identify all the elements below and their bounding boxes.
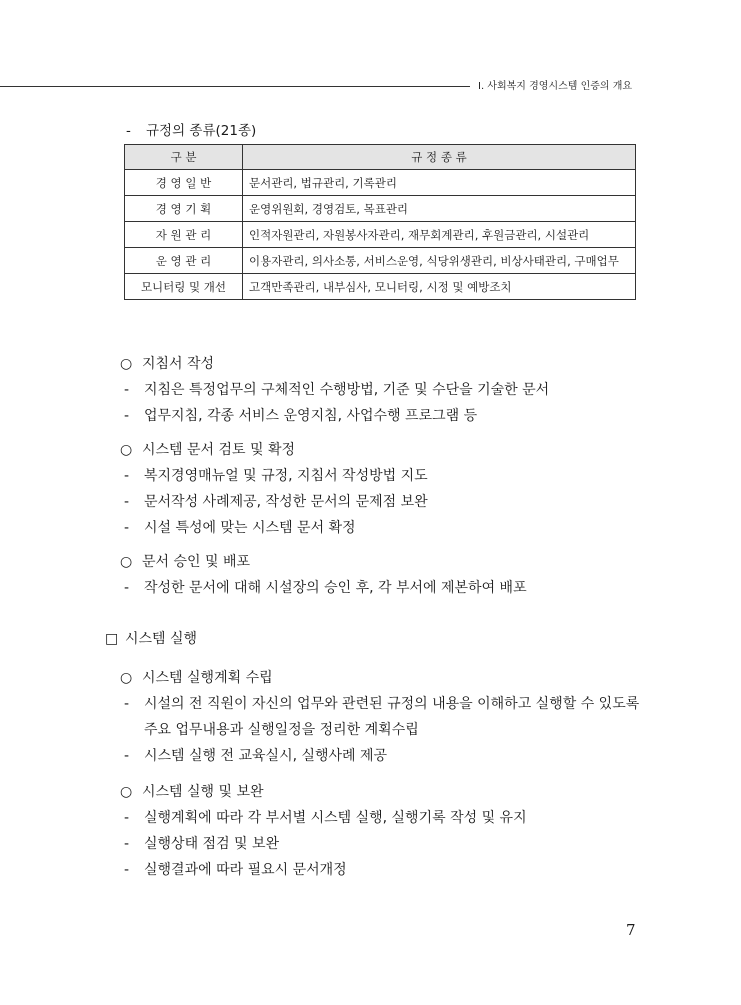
list-item: [124, 745, 387, 765]
dash-bullet: -: [124, 520, 130, 536]
table-cell-items: 인적자원관리, 자원봉사자관리, 재무회계관리, 후원금관리, 시설관리: [243, 222, 636, 248]
dash-bullet: -: [124, 494, 130, 510]
group-title-text: 지침서 작성: [142, 356, 215, 372]
dash-bullet: -: [126, 123, 131, 139]
table-row: [125, 170, 636, 196]
list-item: [124, 693, 639, 713]
list-item-text: 실행상태 점검 및 보완: [144, 836, 280, 852]
dash-bullet: -: [124, 382, 130, 398]
group-title-text: 시스템 실행 및 보완: [142, 784, 264, 800]
table-header-category: 구 분: [125, 145, 243, 170]
dash-bullet: -: [124, 580, 130, 596]
regulation-heading-text: 규정의 종류(21종): [146, 123, 257, 139]
table-cell-category: 운 영 관 리: [125, 248, 243, 274]
table-cell-category: 모니터링 및 개선: [125, 274, 243, 300]
list-item: [124, 379, 549, 399]
table-row: [125, 222, 636, 248]
circle-bullet: ○: [120, 784, 133, 800]
section-title: [105, 628, 197, 648]
list-item-text: 작성한 문서에 대해 시설장의 승인 후, 각 부서에 제본하여 배포: [144, 580, 527, 596]
table-cell-items: 고객만족관리, 내부심사, 모니터링, 시정 및 예방조치: [243, 274, 636, 300]
list-item-text: 실행결과에 따라 필요시 문서개정: [144, 862, 347, 878]
table-header-items: 규 정 종 류: [243, 145, 636, 170]
list-item-text: 시스템 실행 전 교육실시, 실행사례 제공: [144, 748, 388, 764]
dash-bullet: -: [124, 862, 130, 878]
page-number: 7: [626, 921, 636, 939]
group-title: [120, 353, 214, 373]
list-item: [124, 491, 428, 511]
list-item-text: 문서작성 사례제공, 작성한 문서의 문제점 보완: [144, 494, 428, 510]
regulation-heading: [126, 119, 256, 139]
table-cell-items: 운영위원회, 경영검토, 목표관리: [243, 196, 636, 222]
section-title-text: 시스템 실행: [125, 631, 198, 647]
table-row: [125, 248, 636, 274]
list-item-text: 지침은 특정업무의 구체적인 수행방법, 기준 및 수단을 기술한 문서: [144, 382, 550, 398]
circle-bullet: ○: [120, 554, 133, 570]
list-item: [124, 577, 527, 597]
table-row: [125, 196, 636, 222]
circle-bullet: ○: [120, 670, 133, 686]
dash-bullet: -: [124, 408, 130, 424]
list-item-text: 실행계획에 따라 각 부서별 시스템 실행, 실행기록 작성 및 유지: [144, 810, 527, 826]
group-title: [120, 781, 264, 801]
dash-bullet: -: [124, 468, 130, 484]
dash-bullet: -: [124, 836, 130, 852]
circle-bullet: ○: [120, 356, 133, 372]
group-title: [120, 439, 295, 459]
group-title-text: 시스템 실행계획 수립: [142, 670, 273, 686]
dash-bullet: -: [124, 810, 130, 826]
table-row: [125, 274, 636, 300]
group-title-text: 문서 승인 및 배포: [142, 554, 251, 570]
list-item: [124, 833, 279, 853]
group-title-text: 시스템 문서 검토 및 확정: [142, 442, 296, 458]
table-cell-category: 자 원 관 리: [125, 222, 243, 248]
header-rule: [0, 86, 470, 87]
group-title: [120, 667, 273, 687]
square-bullet: □: [105, 631, 119, 647]
list-item-text: 시설 특성에 맞는 시스템 문서 확정: [144, 520, 356, 536]
list-item-text: 시설의 전 직원이 자신의 업무와 관련된 규정의 내용을 이해하고 실행할 수 있도록: [144, 696, 640, 712]
regulation-table: [124, 144, 636, 300]
table-header-row: [125, 145, 636, 170]
list-item-text: 업무지침, 각종 서비스 운영지침, 사업수행 프로그램 등: [144, 408, 478, 424]
table-cell-items: 문서관리, 법규관리, 기록관리: [243, 170, 636, 196]
dash-bullet: -: [124, 696, 130, 712]
list-item: [124, 859, 347, 879]
dash-bullet: -: [124, 748, 130, 764]
table-cell-category: 경 영 일 반: [125, 170, 243, 196]
table-cell-category: 경 영 기 획: [125, 196, 243, 222]
table-cell-items: 이용자관리, 의사소통, 서비스운영, 식당위생관리, 비상사태관리, 구매업무: [243, 248, 636, 274]
list-item: [124, 517, 356, 537]
list-item: [124, 465, 428, 485]
circle-bullet: ○: [120, 442, 133, 458]
list-item-text: 복지경영매뉴얼 및 규정, 지침서 작성방법 지도: [144, 468, 428, 484]
list-item-continuation: 주요 업무내용과 실행일정을 정리한 계획수립: [144, 722, 419, 738]
group-title: [120, 551, 250, 571]
list-item: [124, 405, 477, 425]
list-item: [124, 807, 527, 827]
running-header: Ⅰ. 사회복지 경영시스템 인증의 개요: [478, 81, 633, 92]
